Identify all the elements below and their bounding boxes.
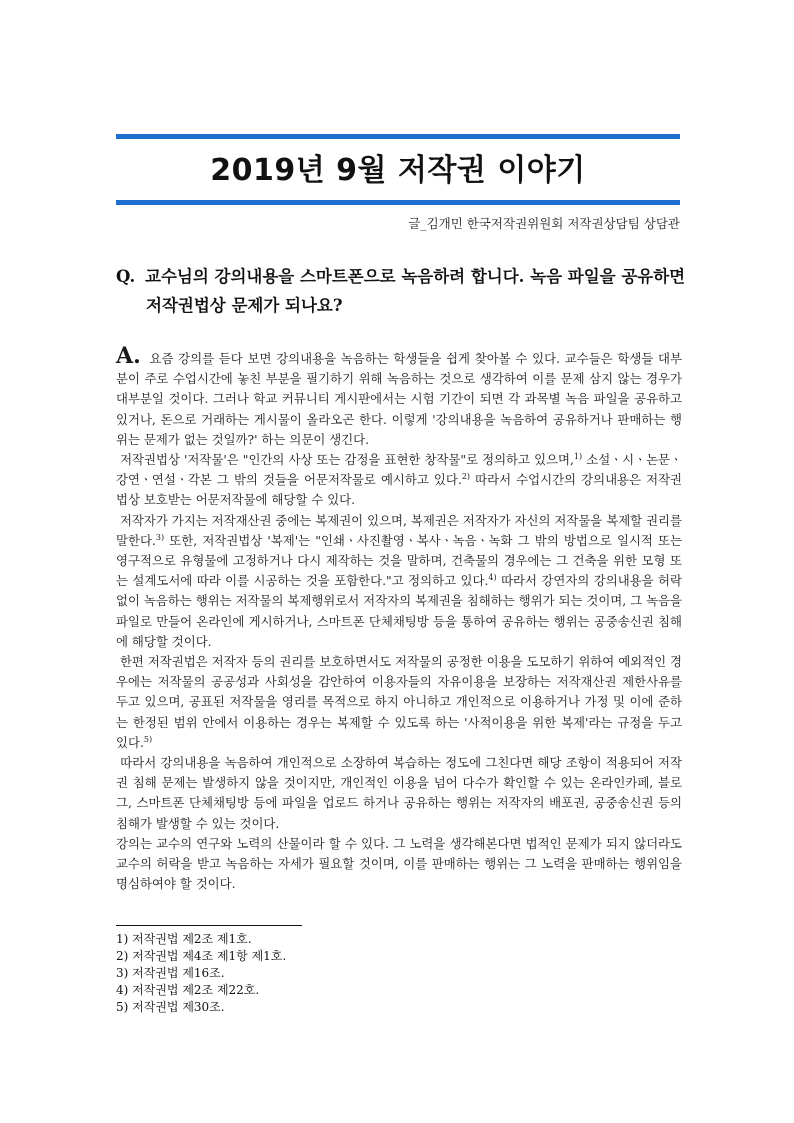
footnote-ref-5: 5) xyxy=(143,734,153,744)
answer-paragraph-2a: 저작권법상 '저작물'은 "인간의 사상 또는 감정을 표현한 창작물"로 정의하고 있으며, xyxy=(120,452,574,468)
answer-paragraph-3 xyxy=(116,511,682,652)
footnote-ref-1: 1) xyxy=(573,451,583,461)
answer-paragraph-5-text: 따라서 강의내용을 녹음하여 개인적으로 소장하여 복습하는 정도에 그친다면 해당 조항이 적용되어 저작권 침해 문제는 발생하지 않을 것이지만, 개인적인 이용을 넘어 다수가 확인할 수 있는 온라인카페, 블로그, 스마트폰 단체채팅방 등에 파일을 업로드 하거나 공유하는 행위는 저작자의 배포권, 공중송신권 등의 침해가 발생할 수 있는 것이다. xyxy=(116,755,682,831)
footnote-ref-3: 3) xyxy=(155,532,165,542)
title-bottom-rule xyxy=(116,200,680,205)
question-line-1: 교수님의 강의내용을 스마트폰으로 녹음하려 합니다. 녹음 파일을 공유하면 xyxy=(145,267,686,286)
answer-paragraph-3c: 따라서 강연자의 강의내용을 허락 없이 녹음하는 행위는 저작물의 복제행위로서 저작자의 복제권을 침해하는 행위가 되는 것이며, 그 녹음을 파일로 만들어 온라인에 게시하거나, 스마트폰 단체채팅방 등을 통하여 공유하는 행위는 공중송신권 침해에 해당할 것이다. xyxy=(116,573,682,649)
author-byline: 글_김개민 한국저작권위원회 저작권상담팀 상담관 xyxy=(408,216,680,231)
answer-paragraph-2 xyxy=(116,450,682,511)
answer-paragraph-2b: 소설ㆍ시ㆍ논문ㆍ강연ㆍ연설ㆍ각본 그 밖의 것들을 어문저작물로 예시하고 있다. xyxy=(116,452,682,488)
answer-paragraph-2c: 따라서 수업시간의 강의내용은 저작권법상 보호받는 어문저작물에 해당할 수 있다. xyxy=(116,472,683,508)
answer-paragraph-6-text: 강의는 교수의 연구와 노력의 산물이라 할 수 있다. 그 노력을 생각해본다면 법적인 문제가 되지 않더라도 교수의 허락을 받고 녹음하는 자세가 필요할 것이며, 이를 판매하는 행위는 그 노력을 판매하는 행위임을 명심하여야 할 것이다. xyxy=(116,835,682,892)
answer-paragraph-3a: 저작자가 가지는 저작재산권 중에는 복제권이 있으며, 복제권은 저작자가 자신의 저작물을 복제할 권리를 말한다. xyxy=(116,512,682,548)
question-line-2: 저작권법상 문제가 되나요? xyxy=(146,296,343,315)
question-block xyxy=(116,262,686,320)
footnote-2: 2) 저작권법 제4조 제1항 제1호. xyxy=(116,949,287,963)
footnote-1: 1) 저작권법 제2조 제1호. xyxy=(116,932,252,946)
footnote-divider xyxy=(116,925,302,926)
footnote-ref-2: 2) xyxy=(461,472,471,482)
footnotes xyxy=(116,931,286,1016)
answer-paragraph-1-text: 요즘 강의를 듣다 보면 강의내용을 녹음하는 학생들을 쉽게 찾아볼 수 있다. 교수들은 학생들 대부분이 주로 수업시간에 놓친 부분을 필기하기 위해 녹음하는 것으로 생각하여 이를 문제 삼지 않는 경우가 대부분일 것이다. 그러나 학교 커뮤니티 게시판에서는 시험 기간이 되면 각 과목별 녹음 파일을 공유하고 있거나, 돈으로 거래하는 게시물이 올라오곤 한다. 이렇게 '강의내용을 녹음하여 공유하거나 판매하는 행위는 문제가 없는 것일까?' 하는 의문이 생긴다. xyxy=(116,351,682,447)
answer-block xyxy=(116,344,682,894)
answer-paragraph-4a: 한편 저작권법은 저작자 등의 권리를 보호하면서도 저작물의 공정한 이용을 도모하기 위하여 예외적인 경우에는 저작물의 공공성과 사회성을 감안하여 이용자들의 자유이용을 보장하는 저작재산권 제한사유를 두고 있으며, 공표된 저작물을 영리를 목적으로 하지 아니하고 개인적으로 이용하거나 가정 및 이에 준하는 한정된 범위 안에서 이용하는 경우는 복제할 수 있도록 하는 '사적이용을 위한 복제'라는 규정을 두고 있다. xyxy=(116,654,682,750)
answer-paragraph-5 xyxy=(116,753,682,834)
answer-label: A. xyxy=(116,343,141,369)
answer-paragraph-4 xyxy=(116,652,682,753)
title-top-rule xyxy=(116,134,680,139)
page-title: 2019년 9월 저작권 이야기 xyxy=(210,153,586,188)
answer-paragraph-1 xyxy=(116,344,682,450)
footnote-ref-4: 4) xyxy=(488,573,497,583)
footnote-3: 3) 저작권법 제16조. xyxy=(116,966,225,980)
answer-paragraph-3b: 또한, 저작권법상 '복제'는 "인쇄ㆍ사진촬영ㆍ복사ㆍ녹음ㆍ녹화 그 밖의 방법으로 일시적 또는 영구적으로 유형물에 고정하거나 다시 제작하는 것을 말하며, 건축물의 경우에는 그 건축을 위한 모형 또는 설계도서에 따라 이를 시공하는 것을 포함한다."고 정의하고 있다. xyxy=(116,532,682,589)
footnote-5: 5) 저작권법 제30조. xyxy=(116,1000,225,1014)
footnote-4: 4) 저작권법 제2조 제22호. xyxy=(116,983,260,997)
question-label: Q. xyxy=(116,267,136,286)
answer-paragraph-6 xyxy=(116,834,682,895)
